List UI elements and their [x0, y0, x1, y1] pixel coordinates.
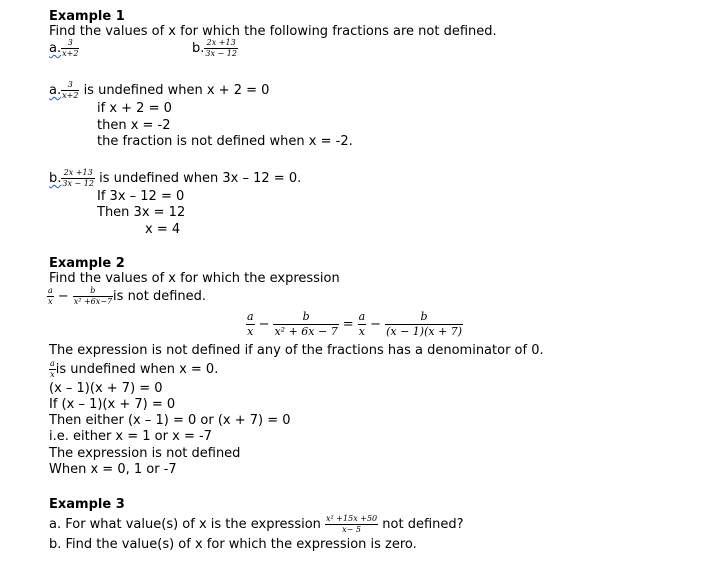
fraction-a-over-x — [358, 310, 367, 339]
minus-sign: − — [370, 316, 382, 332]
minus-sign: − — [258, 316, 270, 332]
part-a-text: a. For what value(s) of x is the expression — [49, 517, 321, 532]
fraction-2x-plus-13-over-3x-minus-12 — [61, 168, 95, 189]
numerator: b — [73, 286, 113, 297]
numerator: 3 — [61, 80, 79, 91]
fraction-b-over-quadratic — [73, 286, 113, 307]
example-1-part-a — [49, 38, 79, 59]
denominator: x² + 6x − 7 — [274, 325, 338, 338]
fraction-quadratic-over-x-minus-5 — [325, 514, 378, 535]
denominator: x — [247, 325, 254, 338]
denominator: x — [48, 297, 53, 306]
denominator: (x − 1)(x + 7) — [386, 325, 463, 338]
numerator: a — [48, 286, 53, 295]
part-a-tail: not defined? — [382, 517, 464, 532]
part-b-label: b. — [192, 41, 205, 56]
example-2-step-4: i.e. either x = 1 or x = -7 — [49, 429, 212, 444]
denominator: x² +6x−7 — [73, 297, 113, 306]
example-3-part-b: b. Find the value(s) of x for which the expression is zero. — [49, 537, 417, 552]
example-2-statement: The expression is not defined if any of the fractions has a denominator of 0. — [49, 343, 544, 358]
solution-b-step-2: Then 3x = 12 — [97, 205, 186, 220]
example-2-step-3: Then either (x – 1) = 0 or (x + 7) = 0 — [49, 413, 291, 428]
numerator: 2x +13 — [61, 168, 95, 179]
solution-a-header — [49, 80, 269, 101]
solution-b-text: is undefined when 3x – 12 = 0. — [99, 171, 302, 186]
denominator: x+2 — [62, 49, 79, 58]
denominator: 3x − 12 — [205, 49, 237, 58]
fraction-b-over-quadratic — [273, 310, 338, 339]
solution-b-label: b. — [49, 171, 62, 186]
factored-equation — [246, 310, 463, 339]
fraction-2x-plus-13-over-3x-minus-12 — [204, 38, 238, 59]
solution-a-step-3: the fraction is not defined when x = -2. — [97, 134, 353, 149]
denominator: 3x − 12 — [62, 179, 94, 188]
expression-tail: is not defined. — [113, 289, 207, 304]
numerator: 3 — [61, 38, 79, 49]
fraction-a-over-x — [47, 286, 54, 307]
numerator: 2x +13 — [204, 38, 238, 49]
example-2-step-2: If (x – 1)(x + 7) = 0 — [49, 397, 176, 412]
example-2-step-5: The expression is not defined — [49, 446, 241, 461]
denominator: x− 5 — [342, 525, 362, 534]
denominator: x — [358, 325, 365, 338]
numerator: x² +15x +50 — [326, 514, 378, 523]
denominator: x+2 — [62, 91, 79, 100]
part-a-label: a. — [49, 41, 62, 56]
fraction-a-over-x — [49, 359, 56, 380]
example-2-undefined-line — [49, 359, 218, 380]
example-2-expression — [47, 286, 206, 307]
fraction-a-over-x — [246, 310, 255, 339]
solution-b-step-1: If 3x – 12 = 0 — [97, 189, 185, 204]
solution-a-text: is undefined when x + 2 = 0 — [83, 83, 270, 98]
fraction-3-over-x-plus-2 — [61, 38, 79, 59]
equals-sign: = — [342, 316, 354, 332]
solution-a-step-1: if x + 2 = 0 — [97, 101, 172, 116]
solution-a-label: a. — [49, 83, 62, 98]
solution-b-header — [49, 168, 301, 189]
example-2-title: Example 2 — [49, 256, 125, 271]
fraction-b-over-factored — [385, 310, 463, 339]
fraction-3-over-x-plus-2 — [61, 80, 79, 101]
example-1-prompt: Find the values of x for which the following fractions are not defined. — [49, 24, 497, 39]
example-1-title: Example 1 — [49, 9, 125, 24]
numerator: b — [385, 310, 463, 325]
example-1-part-b — [192, 38, 238, 59]
numerator: a — [358, 310, 366, 323]
example-3-title: Example 3 — [49, 497, 125, 512]
solution-a-step-2: then x = -2 — [97, 118, 171, 133]
denominator: x — [50, 370, 55, 379]
example-3-part-a — [49, 514, 464, 535]
example-2-step-1: (x – 1)(x + 7) = 0 — [49, 381, 163, 396]
solution-b-step-3: x = 4 — [145, 222, 181, 237]
numerator: a — [247, 310, 254, 323]
minus-sign: − — [57, 288, 69, 304]
example-2-step-6: When x = 0, 1 or -7 — [49, 462, 177, 477]
numerator: a — [50, 359, 55, 368]
numerator: b — [273, 310, 338, 325]
undefined-text: is undefined when x = 0. — [55, 362, 219, 377]
example-2-prompt: Find the values of x for which the expression — [49, 271, 340, 286]
